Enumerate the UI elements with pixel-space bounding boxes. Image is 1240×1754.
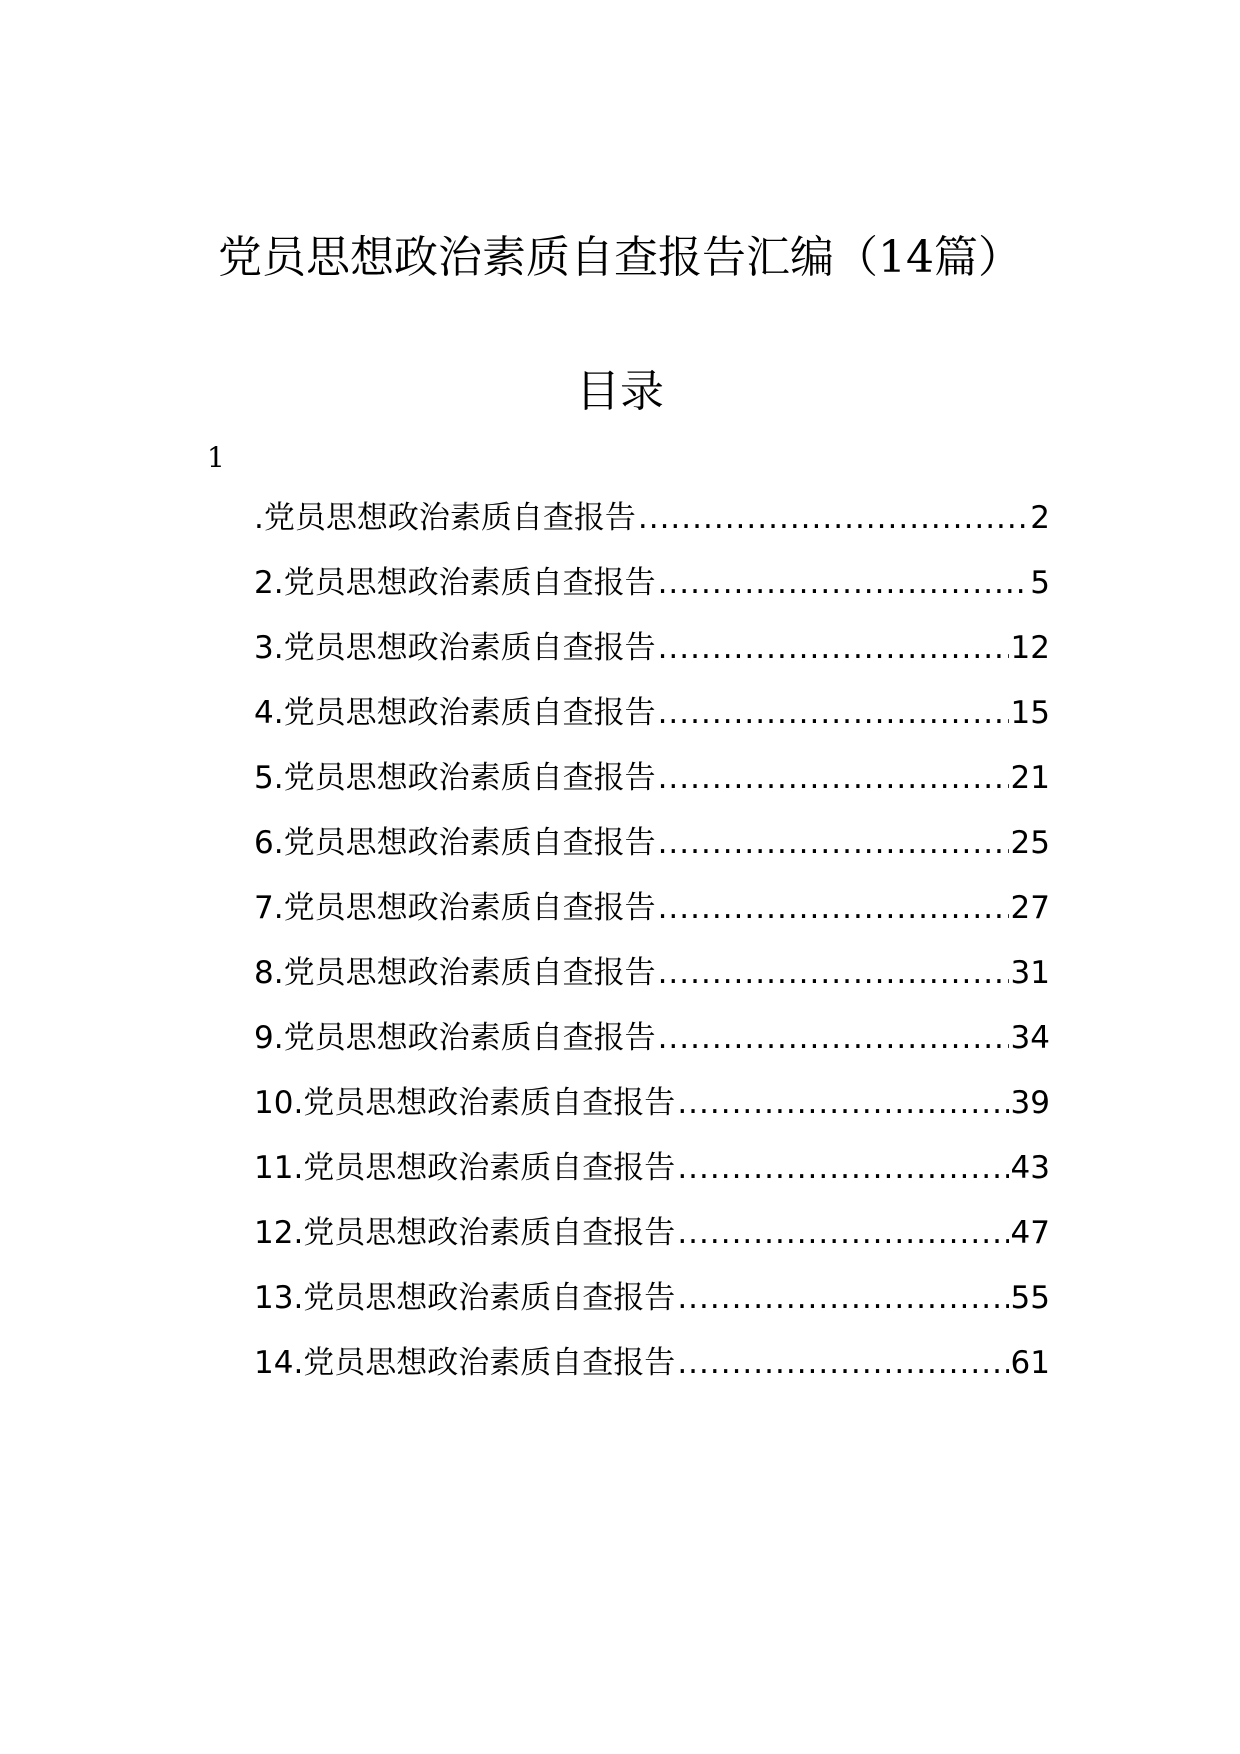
toc-heading: 目录 <box>576 366 664 417</box>
toc-entry-page: 34 <box>1010 1020 1050 1056</box>
title-number: 14 <box>878 232 934 283</box>
toc-entry[interactable] <box>254 693 1050 758</box>
title-suffix: 篇） <box>934 232 1022 283</box>
toc-entry-page: 2 <box>1030 500 1050 536</box>
toc-entry-label: 5.党员思想政治素质自查报告 <box>254 760 656 796</box>
toc-entry-page: 15 <box>1010 695 1050 731</box>
toc-entry-label: 13.党员思想政治素质自查报告 <box>254 1280 676 1316</box>
toc-entry-label: .党员思想政治素质自查报告 <box>254 500 636 536</box>
toc-entry-label: 4.党员思想政治素质自查报告 <box>254 695 656 731</box>
toc-dot-leader <box>658 953 1009 993</box>
toc-entry-label: 12.党员思想政治素质自查报告 <box>254 1215 676 1251</box>
toc-entry-label: 7.党员思想政治素质自查报告 <box>254 890 656 926</box>
toc-entry[interactable] <box>254 953 1050 1018</box>
toc-entry[interactable] <box>254 888 1050 953</box>
toc-entry-page: 31 <box>1010 955 1050 991</box>
toc-dot-leader <box>658 823 1009 863</box>
toc-dot-leader <box>658 693 1009 733</box>
toc-entry-page: 5 <box>1030 565 1050 601</box>
toc-entry-page: 27 <box>1010 890 1050 926</box>
toc-entry-label: 14.党员思想政治素质自查报告 <box>254 1345 676 1381</box>
toc-entry[interactable] <box>254 498 1050 563</box>
toc-dot-leader <box>658 1018 1009 1058</box>
toc-entry-page: 43 <box>1010 1150 1050 1186</box>
toc-dot-leader <box>658 628 1009 668</box>
toc-entry-page: 25 <box>1010 825 1050 861</box>
toc-entry[interactable] <box>254 1148 1050 1213</box>
toc-entry[interactable] <box>254 628 1050 693</box>
toc-dot-leader <box>658 758 1009 798</box>
toc-entry-label: 3.党员思想政治素质自查报告 <box>254 630 656 666</box>
toc-entry-page: 61 <box>1010 1345 1050 1381</box>
toc-dot-leader <box>658 563 1029 603</box>
toc-entry-page: 55 <box>1010 1280 1050 1316</box>
toc-entry[interactable] <box>254 823 1050 888</box>
toc-entry-label: 8.党员思想政治素质自查报告 <box>254 955 656 991</box>
toc-entry[interactable] <box>254 1278 1050 1343</box>
toc-entry-page: 21 <box>1010 760 1050 796</box>
table-of-contents <box>254 498 1050 1408</box>
toc-dot-leader <box>677 1213 1008 1253</box>
toc-entry[interactable] <box>254 758 1050 823</box>
toc-entry-label: 9.党员思想政治素质自查报告 <box>254 1020 656 1056</box>
toc-entry[interactable] <box>254 563 1050 628</box>
toc-dot-leader <box>638 498 1028 538</box>
toc-entry-page: 39 <box>1010 1085 1050 1121</box>
toc-dot-leader <box>677 1343 1008 1383</box>
toc-entry-label: 6.党员思想政治素质自查报告 <box>254 825 656 861</box>
toc-entry[interactable] <box>254 1018 1050 1083</box>
stray-list-number: 1 <box>207 441 225 474</box>
toc-entry-page: 12 <box>1010 630 1050 666</box>
toc-entry-label: 11.党员思想政治素质自查报告 <box>254 1150 676 1186</box>
toc-dot-leader <box>677 1148 1008 1188</box>
toc-dot-leader <box>677 1278 1008 1318</box>
toc-entry[interactable] <box>254 1083 1050 1148</box>
title-prefix: 党员思想政治素质自查报告汇编（ <box>218 232 878 283</box>
toc-entry-label: 10.党员思想政治素质自查报告 <box>254 1085 676 1121</box>
toc-entry-label: 2.党员思想政治素质自查报告 <box>254 565 656 601</box>
toc-dot-leader <box>658 888 1009 928</box>
toc-dot-leader <box>677 1083 1008 1123</box>
document-title <box>0 228 1240 288</box>
toc-entry[interactable] <box>254 1213 1050 1278</box>
toc-entry[interactable] <box>254 1343 1050 1408</box>
toc-entry-page: 47 <box>1010 1215 1050 1251</box>
